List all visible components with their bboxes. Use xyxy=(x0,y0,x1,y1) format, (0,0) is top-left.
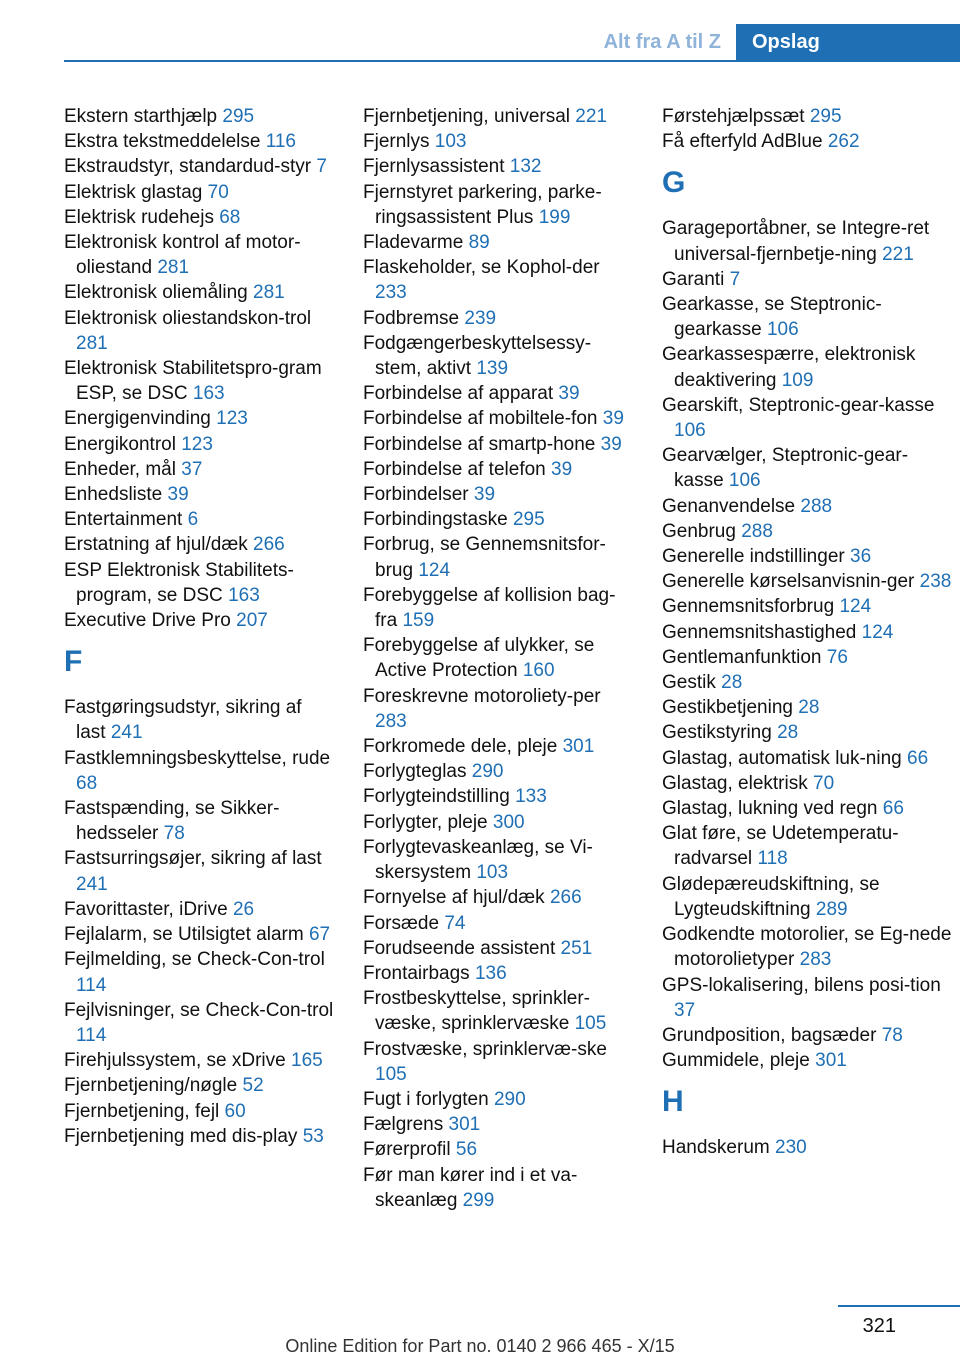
index-entry-page-link[interactable]: 37 xyxy=(674,999,696,1021)
index-entry-term: Elektronisk kontrol af motor-oliestand xyxy=(64,232,301,279)
index-entry xyxy=(64,998,336,1048)
index-entry xyxy=(64,608,336,633)
index-entry xyxy=(662,569,952,594)
index-entry-page-link[interactable]: 241 xyxy=(110,722,143,744)
index-entry-term: Entertainment xyxy=(64,509,183,531)
index-entry xyxy=(363,482,635,507)
index-entry xyxy=(64,306,336,356)
index-entry-page-link[interactable]: 105 xyxy=(574,1013,607,1035)
index-entry-term: Gestik xyxy=(662,672,716,694)
index-entry-term: Førerprofil xyxy=(363,1139,451,1161)
index-entry-page-link[interactable]: 123 xyxy=(216,408,248,430)
index-entry-term: Ekstern starthjælp xyxy=(64,106,218,127)
footer-rule xyxy=(838,1305,960,1307)
index-entry-term: Foreskrevne motoroliety-per xyxy=(363,685,601,707)
index-entry-term: Energikontrol xyxy=(64,433,176,455)
index-entry xyxy=(64,205,336,230)
index-entry-page-link[interactable]: 39 xyxy=(551,458,573,480)
index-entry-term: Fastsurringsøjer, sikring af last xyxy=(64,848,322,870)
index-entry-term: Førstehjælpssæt xyxy=(662,106,805,127)
index-entry xyxy=(363,406,635,431)
index-entry-page-link[interactable]: 106 xyxy=(766,319,799,341)
index-entry-page-link[interactable]: 262 xyxy=(827,131,860,153)
index-entry-term: Forbindelser xyxy=(363,484,469,506)
index-letter-heading: H xyxy=(662,1085,684,1119)
index-entry-term: ESP Elektronisk Stabilitets-program, se DSC xyxy=(64,559,294,606)
index-entry-term: Erstatning af hjul/dæk xyxy=(64,534,248,556)
index-column-3 xyxy=(662,104,952,1161)
index-entry-page-link[interactable]: 28 xyxy=(798,697,820,719)
index-entry xyxy=(662,104,952,129)
index-entry-term: Generelle indstillinger xyxy=(662,546,845,568)
index-letter-heading: F xyxy=(64,645,83,679)
index-entry-page-link[interactable]: 159 xyxy=(402,610,435,632)
index-entry-page-link[interactable]: 56 xyxy=(455,1139,478,1161)
index-entry-term: Forbindelse af smartp-hone xyxy=(363,433,596,455)
index-entry xyxy=(64,356,336,406)
index-entry-term: Før man kører ind i et va-skeanlæg xyxy=(363,1164,578,1211)
index-entry-term: Garanti xyxy=(662,268,725,290)
index-column-1 xyxy=(64,104,336,1149)
index-entry-page-link[interactable]: 165 xyxy=(291,1050,323,1072)
index-entry-term: Gearkasse, se Steptronic-gearkasse xyxy=(662,294,882,341)
index-entry-term: Firehjulssystem, se xDrive xyxy=(64,1050,286,1072)
index-entry xyxy=(662,872,952,922)
index-entry-page-link[interactable]: 28 xyxy=(777,722,799,744)
index-entry-page-link[interactable]: 230 xyxy=(775,1137,807,1159)
index-entry-term: Energigenvinding xyxy=(64,408,211,430)
index-entry-term: Fastgøringsudstyr, sikring af last xyxy=(64,697,302,744)
index-entry xyxy=(363,936,635,961)
index-entry-page-link[interactable]: 7 xyxy=(729,268,741,290)
index-entry xyxy=(662,292,952,342)
index-entry-term: Fjernlys xyxy=(363,131,430,153)
index-entry xyxy=(363,684,635,734)
index-entry-page-link[interactable]: 66 xyxy=(907,747,929,769)
index-entry-page-link[interactable]: 123 xyxy=(181,433,213,455)
index-entry-term: Fodbremse xyxy=(363,307,460,329)
index-entry-term: Elektronisk Stabilitetspro-gram ESP, se DSC xyxy=(64,358,322,405)
index-entry xyxy=(662,1048,952,1073)
index-entry xyxy=(64,558,336,608)
index-entry-page-link[interactable]: 266 xyxy=(253,534,285,556)
index-entry-term: Fodgængerbeskyttelsessy-stem, aktivt xyxy=(363,332,592,380)
index-entry xyxy=(662,821,952,871)
index-entry xyxy=(662,645,952,670)
index-entry-page-link[interactable]: 76 xyxy=(826,646,848,668)
index-entry-page-link[interactable]: 68 xyxy=(76,772,98,794)
index-entry-page-link[interactable]: 288 xyxy=(741,520,773,542)
index-entry xyxy=(662,1023,952,1048)
index-entry xyxy=(64,1073,336,1098)
index-entry-page-link[interactable]: 109 xyxy=(781,369,814,391)
index-entry-term: Generelle kørselsanvisnin-ger xyxy=(662,571,915,593)
index-entry xyxy=(363,1137,635,1162)
index-entry-term: Fejlvisninger, se Check-Con-trol xyxy=(64,999,334,1021)
index-entry-page-link[interactable]: 67 xyxy=(308,924,331,946)
index-entry xyxy=(662,342,952,392)
index-entry-term: Forbindelse af mobiltele-fon xyxy=(363,408,598,430)
index-entry-page-link[interactable]: 6 xyxy=(187,509,199,531)
index-entry-page-link[interactable]: 39 xyxy=(558,383,580,405)
index-entry xyxy=(64,746,336,796)
index-entry-term: Forlygteindstilling xyxy=(363,786,510,808)
index-entry-term: Fladevarme xyxy=(363,232,464,254)
index-entry-term: Forbindelse af apparat xyxy=(363,383,554,405)
index-entry-term: Executive Drive Pro xyxy=(64,610,231,632)
index-entry-term: Fjernstyret parkering, parke-ringsassistent Plus xyxy=(363,181,602,228)
index-entry-page-link[interactable]: 233 xyxy=(375,282,407,304)
index-entry-term: Forkromede dele, pleje xyxy=(363,736,558,758)
index-entry xyxy=(363,154,635,179)
index-entry-term: Gennemsnitshastighed xyxy=(662,621,857,643)
index-entry xyxy=(662,771,952,796)
index-entry xyxy=(64,154,336,179)
index-entry-term: Fejlmelding, se Check-Con-trol xyxy=(64,949,325,971)
index-entry-term: Gearkassespærre, elektronisk deaktivering xyxy=(662,344,916,391)
index-entry-term: Glødepæreudskiftning, se Lygteudskiftning xyxy=(662,873,880,920)
index-entry-page-link[interactable]: 7 xyxy=(316,156,327,178)
index-entry xyxy=(64,922,336,947)
index-entry xyxy=(64,406,336,431)
index-entry-page-link[interactable]: 39 xyxy=(602,408,624,430)
index-entry-page-link[interactable]: 288 xyxy=(800,495,833,517)
index-entry-page-link[interactable]: 66 xyxy=(882,798,904,820)
index-entry-page-link[interactable]: 266 xyxy=(549,887,582,909)
index-entry xyxy=(363,180,635,230)
index-entry-term: Forbindelse af telefon xyxy=(363,458,546,480)
index-entry-page-link[interactable]: 299 xyxy=(462,1189,495,1211)
index-entry xyxy=(662,216,952,266)
edition-footer: Online Edition for Part no. 0140 2 966 465 - X/15 xyxy=(285,1336,675,1356)
index-entry xyxy=(662,267,952,292)
index-entry xyxy=(363,381,635,406)
header-rule xyxy=(64,60,960,62)
index-entry-term: Gearskift, Steptronic-gear-kasse xyxy=(662,394,935,416)
index-entry xyxy=(662,494,952,519)
index-entry-page-link[interactable]: 114 xyxy=(76,974,107,996)
index-entry-page-link[interactable]: 301 xyxy=(815,1050,847,1072)
index-entry xyxy=(662,973,952,1023)
index-entry xyxy=(363,507,635,532)
index-entry-term: Forbrug, se Gennemsnitsfor-brug xyxy=(363,534,606,581)
index-entry xyxy=(64,280,336,305)
index-entry xyxy=(363,583,635,633)
index-entry xyxy=(662,670,952,695)
index-entry-page-link[interactable]: 133 xyxy=(515,786,547,808)
index-entry-term: Fastspænding, se Sikker-hedsseler xyxy=(64,798,280,845)
index-entry xyxy=(64,532,336,557)
index-entry xyxy=(64,1124,336,1149)
index-entry-page-link[interactable]: 103 xyxy=(476,862,509,884)
index-entry-page-link[interactable]: 124 xyxy=(418,559,451,581)
index-entry xyxy=(662,443,952,493)
header-section-tab[interactable]: Alt fra A til Z xyxy=(603,31,721,53)
index-entry xyxy=(64,1099,336,1124)
index-entry-page-link[interactable]: 37 xyxy=(181,458,203,480)
index-entry xyxy=(363,784,635,809)
index-entry-term: Ekstraudstyr, standardud-styr xyxy=(64,156,312,178)
index-entry xyxy=(363,532,635,582)
index-entry-page-link[interactable]: 283 xyxy=(375,710,407,732)
index-entry-term: Fjernbetjening, fejl xyxy=(64,1100,220,1122)
index-entry-term: Forlygter, pleje xyxy=(363,811,488,833)
index-entry xyxy=(64,947,336,997)
index-entry xyxy=(363,432,635,457)
index-entry xyxy=(363,986,635,1036)
index-entry-term: Elektronisk oliestandskon-trol xyxy=(64,307,312,329)
index-entry-term: Godkendte motorolier, se Eg-nede motorolietyper xyxy=(662,924,952,971)
index-entry xyxy=(363,331,635,381)
index-entry-term: Glastag, automatisk luk-ning xyxy=(662,747,902,769)
index-entry-term: Få efterfyld AdBlue xyxy=(662,131,823,153)
index-entry-page-link[interactable]: 70 xyxy=(813,772,835,794)
index-entry-term: Gentlemanfunktion xyxy=(662,646,822,668)
index-entry-page-link[interactable]: 289 xyxy=(815,898,848,920)
index-entry-term: Flaskeholder, se Kophol-der xyxy=(363,257,600,279)
index-entry-term: Fugt i forlygten xyxy=(363,1088,489,1110)
index-entry-term: Fjernbetjening med dis-play xyxy=(64,1125,298,1147)
index-entry-term: Fejlalarm, se Utilsigtet alarm xyxy=(64,924,304,946)
index-entry-term: Fjernlysassistent xyxy=(363,156,505,178)
index-entry-page-link[interactable]: 39 xyxy=(167,484,189,506)
header-active-tab[interactable]: Opslag xyxy=(736,24,960,61)
index-entry xyxy=(363,734,635,759)
index-entry xyxy=(662,1135,952,1160)
index-entry-term: Ekstra tekstmeddelelse xyxy=(64,131,261,153)
index-entry xyxy=(64,1048,336,1073)
index-entry-page-link[interactable]: 68 xyxy=(219,206,241,228)
index-entry-term: Gearvælger, Steptronic-gear-kasse xyxy=(662,445,909,492)
index-entry-term: Fornyelse af hjul/dæk xyxy=(363,887,545,909)
index-entry xyxy=(662,594,952,619)
index-entry xyxy=(64,507,336,532)
index-entry-term: Gestikstyring xyxy=(662,722,772,744)
index-entry-term: Forlygtevaskeanlæg, se Vi-skersystem xyxy=(363,836,593,884)
index-entry-term: Genbrug xyxy=(662,520,736,542)
index-entry-page-link[interactable]: 295 xyxy=(222,106,255,127)
index-entry-term: Glastag, elektrisk xyxy=(662,772,808,794)
index-entry-page-link[interactable]: 295 xyxy=(809,106,842,127)
index-entry xyxy=(64,457,336,482)
index-entry xyxy=(363,911,635,936)
index-entry xyxy=(662,519,952,544)
index-entry xyxy=(363,1112,635,1137)
index-entry-page-link[interactable]: 281 xyxy=(253,282,285,304)
index-entry-term: Frostvæske, sprinklervæ-ske xyxy=(363,1038,607,1060)
index-entry-page-link[interactable]: 132 xyxy=(509,156,542,178)
index-entry-term: Forebyggelse af kollision bag-fra xyxy=(363,584,616,632)
index-entry-page-link[interactable]: 300 xyxy=(492,811,525,833)
index-entry xyxy=(363,759,635,784)
index-entry-page-link[interactable]: 163 xyxy=(228,584,260,606)
index-entry-term: Fælgrens xyxy=(363,1114,444,1136)
index-entry xyxy=(64,129,336,154)
index-entry-page-link[interactable]: 241 xyxy=(76,873,108,895)
index-entry xyxy=(363,835,635,885)
index-entry xyxy=(363,457,635,482)
index-entry xyxy=(662,544,952,569)
index-entry-page-link[interactable]: 290 xyxy=(493,1088,526,1110)
index-entry xyxy=(64,846,336,896)
index-entry-page-link[interactable]: 53 xyxy=(302,1125,324,1147)
index-entry-page-link[interactable]: 114 xyxy=(76,1024,107,1046)
index-entry-term: Fjernbetjening, universal xyxy=(363,106,571,127)
index-entry xyxy=(662,129,952,154)
index-entry-term: Gestikbetjening xyxy=(662,697,793,719)
index-entry xyxy=(662,922,952,972)
index-entry xyxy=(363,255,635,305)
index-column-2 xyxy=(363,104,635,1213)
index-entry xyxy=(662,695,952,720)
index-entry-page-link[interactable]: 78 xyxy=(881,1024,903,1046)
index-entry-page-link[interactable]: 283 xyxy=(799,949,832,971)
index-entry-page-link[interactable]: 26 xyxy=(232,898,255,920)
index-entry xyxy=(662,720,952,745)
index-entry-page-link[interactable]: 163 xyxy=(192,383,225,405)
index-entry xyxy=(363,1163,635,1213)
index-entry-page-link[interactable]: 295 xyxy=(512,509,545,531)
index-entry-page-link[interactable]: 60 xyxy=(224,1100,246,1122)
index-entry-term: Frostbeskyttelse, sprinkler-væske, sprinklervæske xyxy=(363,988,591,1035)
index-entry xyxy=(363,885,635,910)
index-entry xyxy=(662,620,952,645)
index-entry-page-link[interactable]: 199 xyxy=(538,206,571,228)
index-entry xyxy=(363,961,635,986)
index-entry-term: Frontairbags xyxy=(363,962,470,984)
index-entry xyxy=(64,897,336,922)
index-entry-page-link[interactable]: 106 xyxy=(674,420,706,442)
index-entry-page-link[interactable]: 221 xyxy=(575,106,607,127)
index-entry-term: Forlygteglas xyxy=(363,761,467,783)
index-entry-term: Elektronisk oliemåling xyxy=(64,282,248,304)
index-entry-page-link[interactable]: 52 xyxy=(242,1075,264,1097)
index-entry xyxy=(363,306,635,331)
index-entry-term: Enhedsliste xyxy=(64,484,163,506)
index-entry xyxy=(64,695,336,745)
index-entry-term: Gummidele, pleje xyxy=(662,1050,810,1072)
index-entry-page-link[interactable]: 221 xyxy=(882,243,914,265)
index-entry-page-link[interactable]: 116 xyxy=(265,131,296,153)
index-entry-page-link[interactable]: 36 xyxy=(850,546,872,568)
index-entry-term: Fastklemningsbeskyttelse, rude xyxy=(64,747,331,769)
index-entry xyxy=(64,432,336,457)
index-entry xyxy=(363,1037,635,1087)
index-entry-term: Forudseende assistent xyxy=(363,937,556,959)
index-entry-page-link[interactable]: 118 xyxy=(757,848,788,870)
index-entry xyxy=(64,180,336,205)
index-entry-term: Grundposition, bagsæder xyxy=(662,1024,877,1046)
index-entry-page-link[interactable]: 39 xyxy=(600,433,622,455)
index-entry-page-link[interactable]: 238 xyxy=(919,571,952,593)
index-entry-page-link[interactable]: 160 xyxy=(522,660,555,682)
index-entry-page-link[interactable]: 301 xyxy=(448,1114,481,1136)
index-entry-page-link[interactable]: 136 xyxy=(474,962,507,984)
index-entry-page-link[interactable]: 70 xyxy=(207,181,229,203)
index-entry-term: Fjernbetjening/nøgle xyxy=(64,1075,238,1097)
index-entry xyxy=(64,104,336,129)
index-entry-page-link[interactable]: 124 xyxy=(839,596,872,618)
index-entry-term: Garageportåbner, se Integre-ret universal-fjernbetje-ning xyxy=(662,218,930,265)
index-letter-heading: G xyxy=(662,166,686,200)
index-entry xyxy=(363,104,635,129)
index-entry-term: Forsæde xyxy=(363,912,440,934)
index-entry-page-link[interactable]: 281 xyxy=(157,257,190,279)
index-entry xyxy=(64,482,336,507)
index-entry-term: Glat føre, se Udetemperatu-radvarsel xyxy=(662,823,899,870)
index-entry-page-link[interactable]: 207 xyxy=(236,610,268,632)
index-entry-term: Glastag, lukning ved regn xyxy=(662,798,878,820)
index-entry-term: Gennemsnitsforbrug xyxy=(662,596,835,618)
index-entry-term: Handskerum xyxy=(662,1137,770,1159)
index-entry-page-link[interactable]: 39 xyxy=(473,484,496,506)
index-entry-term: Elektrisk glastag xyxy=(64,181,203,203)
index-entry-term: Favorittaster, iDrive xyxy=(64,898,228,920)
page-number: 321 xyxy=(862,1315,896,1337)
index-entry xyxy=(363,810,635,835)
index-entry-term: Forbindingstaske xyxy=(363,509,508,531)
index-entry-page-link[interactable]: 103 xyxy=(434,131,467,153)
index-entry-term: Forebyggelse af ulykker, se Active Protection xyxy=(363,635,595,682)
index-entry-page-link[interactable]: 74 xyxy=(444,912,466,934)
index-entry xyxy=(64,230,336,280)
index-entry-term: Enheder, mål xyxy=(64,458,176,480)
index-entry-page-link[interactable]: 105 xyxy=(375,1063,407,1085)
index-entry xyxy=(64,796,336,846)
index-entry-page-link[interactable]: 124 xyxy=(861,621,894,643)
index-entry-page-link[interactable]: 89 xyxy=(468,232,490,254)
index-entry xyxy=(363,1087,635,1112)
index-entry-page-link[interactable]: 251 xyxy=(560,937,593,959)
index-entry-term: Elektrisk rudehejs xyxy=(64,206,214,228)
index-entry-page-link[interactable]: 106 xyxy=(728,470,761,492)
index-entry xyxy=(662,393,952,443)
index-entry xyxy=(662,746,952,771)
index-entry-page-link[interactable]: 78 xyxy=(163,823,185,845)
index-entry-page-link[interactable]: 139 xyxy=(476,358,509,380)
index-entry xyxy=(363,129,635,154)
index-entry-page-link[interactable]: 239 xyxy=(464,307,497,329)
index-entry-page-link[interactable]: 28 xyxy=(721,672,743,694)
index-entry-page-link[interactable]: 290 xyxy=(471,761,504,783)
index-entry-page-link[interactable]: 281 xyxy=(76,332,108,354)
index-entry xyxy=(363,633,635,683)
index-entry-term: GPS-lokalisering, bilens posi-tion xyxy=(662,974,941,996)
index-entry-term: Genanvendelse xyxy=(662,495,796,517)
index-entry-page-link[interactable]: 301 xyxy=(562,736,595,758)
index-entry xyxy=(363,230,635,255)
index-entry xyxy=(662,796,952,821)
